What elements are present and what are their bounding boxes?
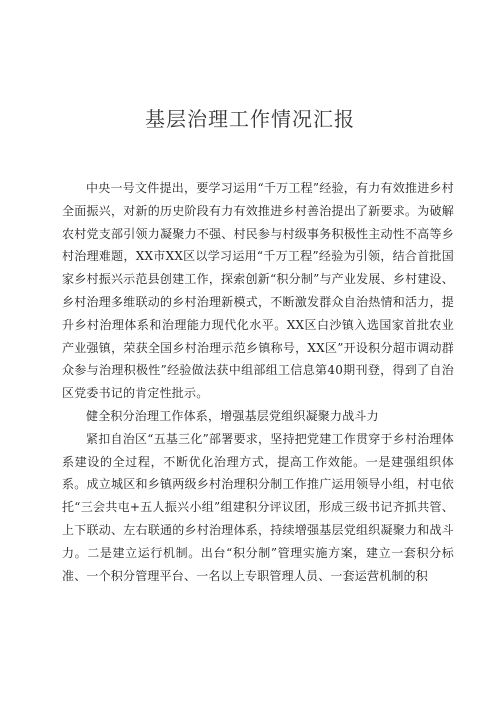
document-body: [62, 177, 454, 587]
section-heading: 健全积分治理工作体系，增强基层党组织凝聚力战斗力: [86, 408, 379, 423]
document-title: 基层治理工作情况汇报: [145, 107, 355, 131]
paragraph-section: 紧扣自治区“五基三化”部署要求，坚持把党建工作贯穿于乡村治理体系建设的全过程，不断优化治理方式，提高工作效能。一是建强组织体系。成立城区和乡镇两级乡村治理积分制工作推广运用领导小组，村屯依托“三会共屯+五人振兴小组”组建积分评议团，形成三级书记齐抓共管、上下联动、左右联通的乡村治理体系，持续增强基层党组织凝聚力和战斗力。二是建立运行机制。出台“积分制”管理实施方案，建立一套积分标准、一个积分管理平台、一名以上专职管理人员、一套运营机制的积: [62, 431, 454, 583]
paragraph-intro: 中央一号文件提出，要学习运用“千万工程”经验，有力有效推进乡村全面振兴，对新的历史阶段有力有效推进乡村善治提出了新要求。为破解农村党支部引领力凝聚力不强、村民参与村级事务积极性主动性不高等乡村治理难题，XX市XX区以学习运用“千万工程”经验为引领，结合首批国家乡村振兴示范县创建工作，探索创新“积分制”与产业发展、乡村建设、乡村治理多维联动的乡村治理新模式，不断激发群众自治热情和活力，提升乡村治理体系和治理能力现代化水平。XX区白沙镇入选国家首批农业产业强镇，荣获全国乡村治理示范乡镇称号，XX区”开设积分超市调动群众参与治理积极性”经验做法获中组部组工信息第40期刊登，得到了自治区党委书记的肯定性批示。: [62, 181, 454, 401]
